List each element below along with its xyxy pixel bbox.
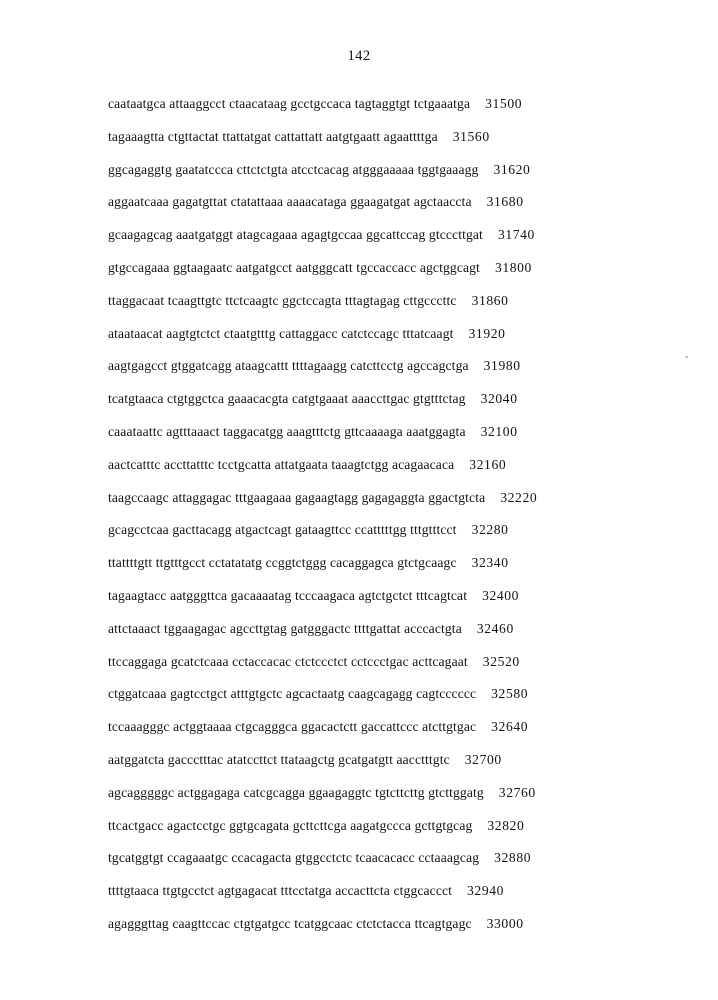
sequence-residues: ctggatcaaa gagtcctgct atttgtgctc agcactaatg caagcagagg cagtcccccc	[108, 686, 477, 702]
sequence-line	[108, 514, 608, 547]
sequence-position-number: 32520	[482, 653, 520, 669]
sequence-line	[108, 547, 608, 580]
sequence-line	[108, 252, 608, 285]
sequence-line	[108, 908, 608, 941]
sequence-residues: gcaagagcag aaatgatggt atagcagaaa agagtgccaa ggcattccag gtcccttgat	[108, 227, 483, 243]
sequence-position-number: 32940	[467, 883, 505, 899]
sequence-position-number: 32400	[482, 587, 520, 603]
sequence-position-number: 31740	[497, 227, 535, 243]
sequence-residues: taagccaagc attaggagac tttgaagaaa gagaagtagg gagagaggta ggactgtcta	[108, 489, 486, 505]
sequence-residues: ttattttgtt ttgtttgcct cctatatatg ccggtctggg cacaggagca gtctgcaagc	[108, 555, 457, 571]
sequence-residues: agagggttag caagttccac ctgtgatgcc tcatggcaac ctctctacca ttcagtgagc	[108, 915, 472, 931]
sequence-position-number: 32880	[494, 850, 532, 866]
sequence-residues: tccaaagggc actggtaaaa ctgcagggca ggacactctt gaccattccc atcttgtgac	[108, 719, 477, 735]
sequence-residues: aggaatcaaa gagatgttat ctatattaaa aaaacataga ggaagatgat agctaaccta	[108, 194, 472, 210]
sequence-line	[108, 646, 608, 679]
page-number: 142	[347, 48, 371, 64]
sequence-line	[108, 121, 608, 154]
sequence-line	[108, 613, 608, 646]
sequence-listing-block	[108, 88, 608, 941]
sequence-position-number: 32760	[498, 784, 536, 800]
sequence-position-number: 31500	[485, 96, 523, 111]
sequence-line	[108, 482, 608, 515]
sequence-line	[108, 580, 608, 613]
sequence-line	[108, 678, 608, 711]
scan-artifact-speck	[685, 356, 688, 358]
sequence-residues: tagaaagtta ctgttactat ttattatgat cattattatt aatgtgaatt agaattttga	[108, 128, 438, 144]
sequence-line	[108, 88, 608, 121]
sequence-residues: attctaaact tggaagagac agccttgtag gatgggactc ttttgattat acccactgta	[108, 620, 462, 636]
sequence-line	[108, 154, 608, 187]
sequence-line	[108, 842, 608, 875]
sequence-residues: aagtgagcct gtggatcagg ataagcattt ttttagaagg catcttcctg agccagctga	[108, 358, 469, 374]
sequence-line	[108, 711, 608, 744]
sequence-residues: aatggatcta gaccctttac atatccttct ttataagctg gcatgatgtt aacctttgtc	[108, 751, 450, 767]
sequence-line	[108, 350, 608, 383]
sequence-position-number: 32160	[469, 456, 507, 472]
sequence-residues: tcatgtaaca ctgtggctca gaaacacgta catgtgaaat aaaccttgac gtgtttctag	[108, 391, 466, 407]
sequence-position-number: 32820	[487, 817, 525, 833]
sequence-residues: caataatgca attaaggcct ctaacataag gcctgccaca tagtaggtgt tctgaaatga	[108, 96, 471, 111]
sequence-line	[108, 285, 608, 318]
sequence-position-number: 32040	[480, 391, 518, 407]
sequence-position-number: 31800	[494, 259, 532, 275]
sequence-residues: ttcactgacc agactcctgc ggtgcagata gcttcttcga aagatgccca gcttgtgcag	[108, 817, 473, 833]
sequence-residues: aactcatttc accttatttc tcctgcatta attatgaata taaagtctgg acagaacaca	[108, 456, 455, 472]
sequence-residues: gtgccagaaa ggtaagaatc aatgatgcct aatgggcatt tgccaccacc agctggcagt	[108, 259, 480, 275]
sequence-line	[108, 449, 608, 482]
sequence-position-number: 32700	[464, 751, 502, 767]
sequence-residues: ggcagaggtg gaatatccca cttctctgta atcctcacag atgggaaaaa tggtgaaagg	[108, 161, 479, 177]
sequence-position-number: 31620	[493, 161, 531, 177]
sequence-position-number: 32100	[480, 423, 518, 439]
sequence-position-number: 31860	[471, 292, 509, 308]
sequence-residues: ttaggacaat tcaagttgtc ttctcaagtc ggctccagta tttagtagag cttgcccttc	[108, 292, 457, 308]
sequence-line	[108, 744, 608, 777]
sequence-position-number: 32340	[471, 555, 509, 571]
sequence-residues: tgcatggtgt ccagaaatgc ccacagacta gtggcctctc tcaacacacc cctaaagcag	[108, 850, 480, 866]
sequence-line	[108, 383, 608, 416]
sequence-residues: ataataacat aagtgtctct ctaatgtttg cattaggacc catctccagc tttatcaagt	[108, 325, 454, 341]
sequence-line	[108, 219, 608, 252]
sequence-line	[108, 875, 608, 908]
sequence-residues: ttttgtaaca ttgtgcctct agtgagacat tttcctatga accacttcta ctggcaccct	[108, 883, 453, 899]
sequence-position-number: 32280	[471, 522, 509, 538]
sequence-line	[108, 318, 608, 351]
sequence-residues: gcagcctcaa gacttacagg atgactcagt gataagttcc ccatttttgg tttgtttcct	[108, 522, 457, 538]
sequence-residues: ttccaggaga gcatctcaaa cctaccacac ctctccctct cctccctgac acttcagaat	[108, 653, 468, 669]
sequence-position-number: 32220	[500, 489, 538, 505]
sequence-position-number: 32640	[491, 719, 529, 735]
sequence-line	[108, 186, 608, 219]
sequence-residues: caaataattc agtttaaact taggacatgg aaagtttctg gttcaaaaga aaatggagta	[108, 423, 466, 439]
sequence-line	[108, 416, 608, 449]
sequence-position-number: 31920	[468, 325, 506, 341]
sequence-position-number: 31560	[452, 128, 490, 144]
sequence-position-number: 32460	[476, 620, 514, 636]
sequence-position-number: 32580	[491, 686, 529, 702]
sequence-residues: agcagggggc actggagaga catcgcagga ggaagaggtc tgtcttcttg gtcttggatg	[108, 784, 484, 800]
sequence-line	[108, 810, 608, 843]
sequence-position-number: 33000	[486, 915, 524, 931]
sequence-position-number: 31980	[483, 358, 521, 374]
sequence-residues: tagaagtacc aatgggttca gacaaaatag tcccaagaca agtctgctct tttcagtcat	[108, 587, 468, 603]
sequence-position-number: 31680	[486, 194, 524, 210]
sequence-line	[108, 777, 608, 810]
